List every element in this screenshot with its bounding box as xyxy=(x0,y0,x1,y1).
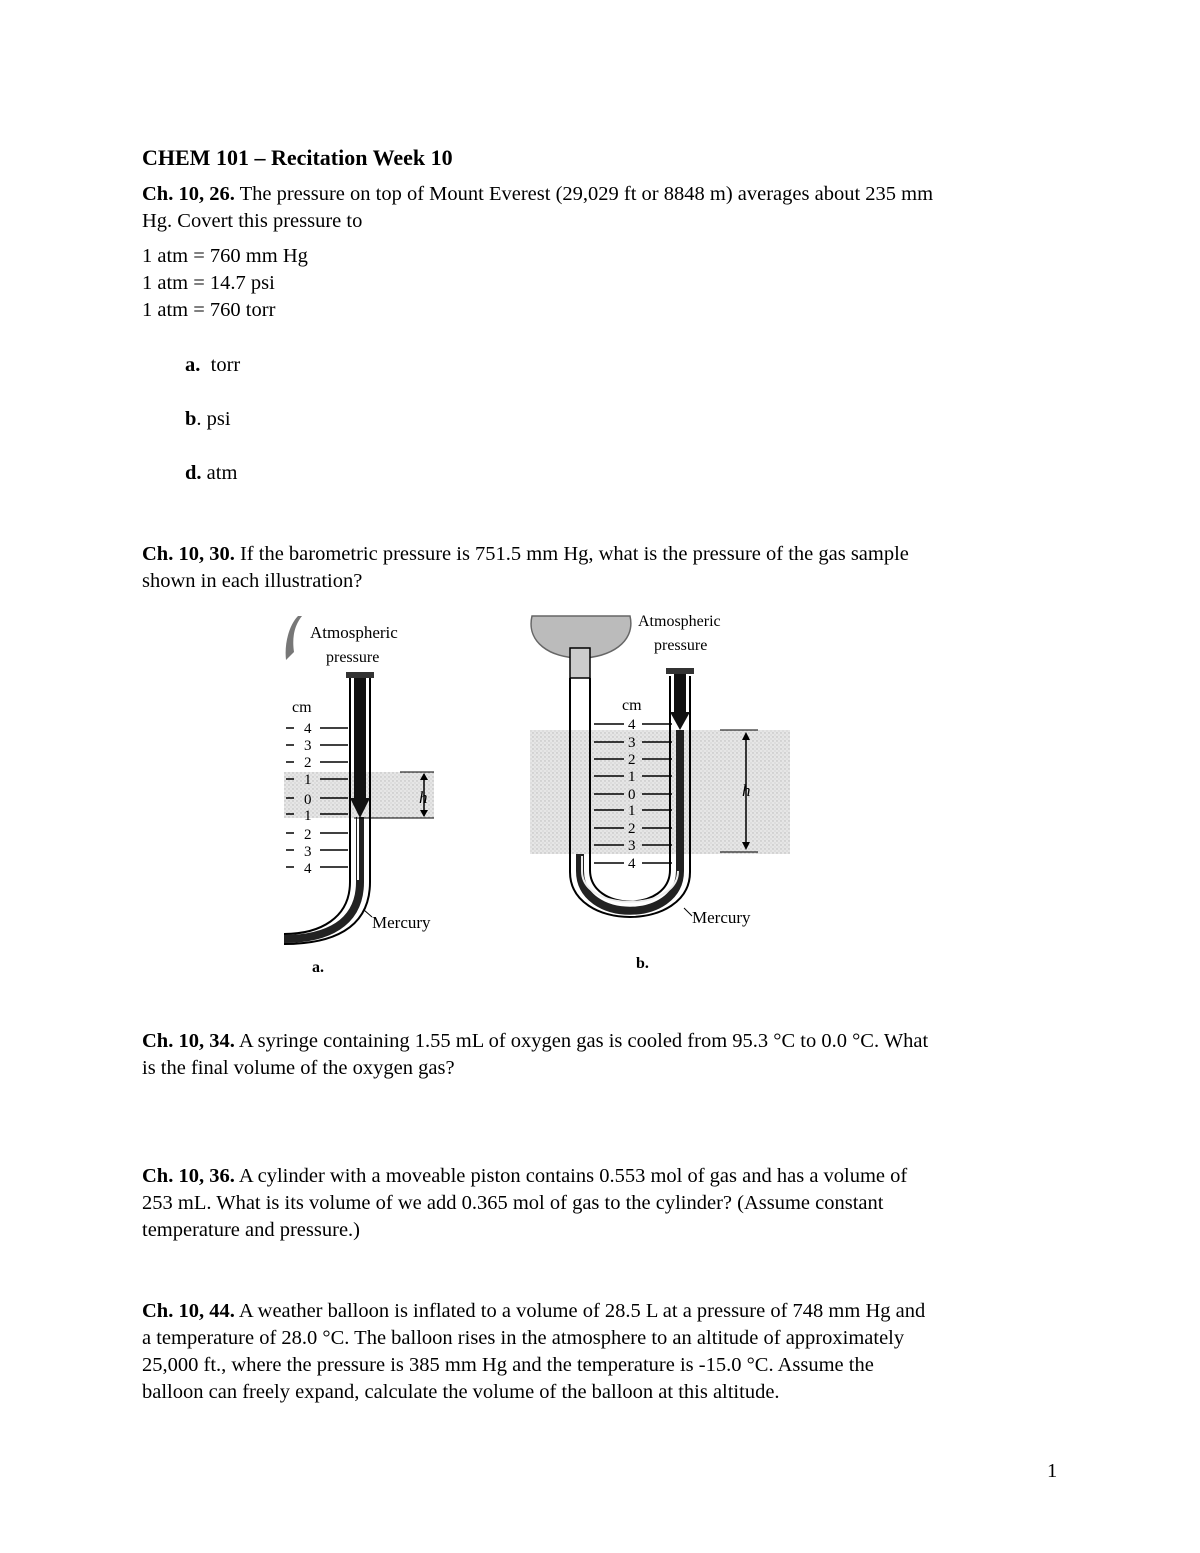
tick-a-3: 1 xyxy=(304,772,312,788)
caption-b: b. xyxy=(636,955,649,972)
tick-b-7: 3 xyxy=(628,838,636,854)
question-26-line-2: Hg. Covert this pressure to xyxy=(142,210,363,232)
atm-label-a-1: Atmospheric xyxy=(310,623,398,642)
option-d xyxy=(185,460,237,487)
mercury-label-b: Mercury xyxy=(692,908,751,927)
manometer-figure xyxy=(280,612,792,997)
h-label-a: h xyxy=(419,788,428,807)
unit-label-b: cm xyxy=(622,697,642,714)
option-d-text: atm xyxy=(201,462,238,484)
tick-b-6: 2 xyxy=(628,821,636,837)
tick-a-7: 3 xyxy=(304,844,312,860)
option-a xyxy=(185,352,240,379)
tick-a-6: 2 xyxy=(304,827,312,843)
h-label-b: h xyxy=(742,781,751,800)
tick-b-2: 2 xyxy=(628,752,636,768)
question-34-number: Ch. 10, 34. xyxy=(142,1030,235,1052)
tick-a-8: 4 xyxy=(304,861,312,877)
atm-arrow-b xyxy=(674,674,686,714)
atm-label-a-2: pressure xyxy=(326,649,380,666)
question-30-line-2: shown in each illustration? xyxy=(142,570,363,592)
question-44-line-2: a temperature of 28.0 °C. The balloon rises in the atmosphere to an altitude of approximately xyxy=(142,1327,905,1349)
tick-b-8: 4 xyxy=(628,856,636,872)
question-34-line-1 xyxy=(142,1028,1072,1055)
unit-label-a: cm xyxy=(292,699,312,716)
option-d-label: d. xyxy=(185,462,202,484)
page-title: CHEM 101 – Recitation Week 10 xyxy=(142,145,453,170)
question-36-line-1 xyxy=(142,1163,1072,1190)
tick-a-1: 3 xyxy=(304,738,312,754)
question-44-line-3: 25,000 ft., where the pressure is 385 mm Hg and the temperature is -15.0 °C. Assume the xyxy=(142,1354,874,1376)
question-44-text-1: A weather balloon is inflated to a volume of 28.5 L at a pressure of 748 mm Hg and xyxy=(234,1300,926,1322)
conversion-2: 1 atm = 14.7 psi xyxy=(142,272,275,294)
question-34-text-1: A syringe containing 1.55 mL of oxygen gas is cooled from 95.3 °C to 0.0 °C. What xyxy=(234,1030,929,1052)
question-36-line-3: temperature and pressure.) xyxy=(142,1219,360,1241)
question-26-line-1 xyxy=(142,181,1072,208)
conversion-3: 1 atm = 760 torr xyxy=(142,299,276,321)
option-b xyxy=(185,406,231,433)
option-a-text: torr xyxy=(210,354,241,376)
tick-a-2: 2 xyxy=(304,755,312,771)
tick-a-5: 1 xyxy=(304,808,312,824)
caption-a: a. xyxy=(312,959,324,976)
tick-labels-a xyxy=(304,721,312,877)
tick-a-0: 4 xyxy=(304,721,312,737)
question-26-text-1: The pressure on top of Mount Everest (29,029 ft or 8848 m) averages about 235 mm xyxy=(234,183,934,205)
option-a-label: a. xyxy=(185,354,201,376)
tick-b-0: 4 xyxy=(628,717,636,733)
question-44-line-1 xyxy=(142,1298,1072,1325)
option-b-label: b xyxy=(185,408,197,430)
atm-label-b-2: pressure xyxy=(654,637,708,654)
question-30-number: Ch. 10, 30. xyxy=(142,543,235,565)
tick-b-5: 1 xyxy=(628,803,636,819)
tick-b-3: 1 xyxy=(628,769,636,785)
question-26-number: Ch. 10, 26. xyxy=(142,183,235,205)
question-36-text-1: A cylinder with a moveable piston contains 0.553 mol of gas and has a volume of xyxy=(234,1165,908,1187)
tick-labels-b xyxy=(628,717,636,872)
mercury-label-a: Mercury xyxy=(372,913,431,932)
tick-b-1: 3 xyxy=(628,735,636,751)
question-30-text-1: If the barometric pressure is 751.5 mm Hg, what is the pressure of the gas sample xyxy=(234,543,909,565)
atm-label-b-1: Atmospheric xyxy=(638,613,721,630)
question-36-line-2: 253 mL. What is its volume of we add 0.365 mol of gas to the cylinder? (Assume constant xyxy=(142,1192,884,1214)
question-34-line-2: is the final volume of the oxygen gas? xyxy=(142,1057,455,1079)
option-b-text: . psi xyxy=(196,408,231,430)
mercury-a xyxy=(284,817,360,939)
question-44-number: Ch. 10, 44. xyxy=(142,1300,235,1322)
question-30-line-1 xyxy=(142,541,1072,568)
question-44-line-4: balloon can freely expand, calculate the volume of the balloon at this altitude. xyxy=(142,1381,780,1403)
tick-b-4: 0 xyxy=(628,787,636,803)
manometer-b xyxy=(530,613,790,972)
question-36-number: Ch. 10, 36. xyxy=(142,1165,235,1187)
manometer-a xyxy=(284,616,434,976)
conversion-1: 1 atm = 760 mm Hg xyxy=(142,245,308,267)
tick-a-4: 0 xyxy=(304,792,312,808)
page-number: 1 xyxy=(1047,1460,1058,1482)
gas-bulb-a xyxy=(286,616,302,660)
atm-arrow-a xyxy=(354,678,366,802)
